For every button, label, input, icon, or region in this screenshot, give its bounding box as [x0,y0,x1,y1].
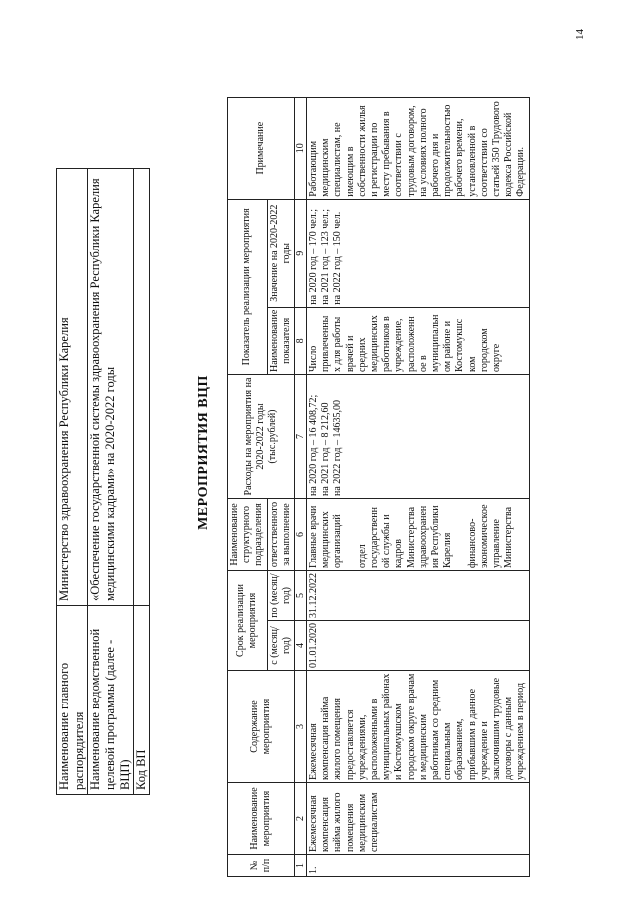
cell-line: Министерства [503,506,515,568]
cell-line: расположенными в [369,698,381,780]
col-header-indicator-name: Наименование показателя [267,307,294,374]
cell-line: компенсация [320,797,332,852]
cell-line: медицинским [320,138,332,197]
cell-line [345,501,357,568]
cell-line: и медицинским [417,714,429,780]
header-row-program [88,169,134,795]
cell-line: врачей и [344,335,356,372]
cell-line: специалистам [369,792,381,852]
cell-line: расположенн [405,316,417,372]
cell-line: средних [356,337,368,372]
cell-line: специальным [442,722,454,780]
cell-line: медицинских [320,511,332,568]
col-header-num: № п/п [228,855,295,877]
column-number: 1 [295,855,307,877]
cell-line: установленной в [466,125,478,197]
cell-line: образованием, [454,718,466,780]
cell-line: помещения [344,803,356,852]
row-indicator [307,307,530,374]
cell-line: управление [491,519,503,568]
cell-line: собственности жилья [356,105,368,197]
cell-line: ком [466,356,478,372]
cell-line: ом районе и [442,320,454,372]
cell-line: на условиях полного [417,108,429,197]
cell-line: кадров [393,539,405,568]
cell-line: на 2021 год – 123 чел.; [320,209,332,305]
header-label: Код ВП [134,606,150,795]
col-header-dept-resp: ответственного за выполнение [267,499,294,571]
cell-line: учреждение и [478,721,490,780]
column-number: 7 [295,375,307,499]
column-number: 5 [295,571,307,621]
row-values [307,199,530,307]
column-number: 9 [295,199,307,307]
cell-line: и регистрации по [369,122,381,197]
cell-line: заключившим трудовые [491,677,503,780]
cell-line: Число [308,345,320,372]
cell-line: трудовым договором, [405,105,417,197]
cell-line: городском округе врачам [405,673,417,780]
col-header-indicator: Показатель реализации мероприятия [228,199,268,374]
column-number: 4 [295,621,307,671]
column-number-row [295,97,307,876]
column-number: 6 [295,499,307,571]
program-header-table [56,168,150,795]
col-header-dept: Наименование структурного подразделения [228,499,268,571]
cell-line: жилого помещения [332,698,344,780]
row-note [307,97,530,199]
cell-line: Ежемесячная [308,723,320,780]
row-from: 01.01.2020 [307,621,530,671]
header-row-code [134,169,150,795]
col-header-to: по (месяц/год) [267,571,294,621]
cell-line: на 2022 год – 14635,00 [332,400,344,496]
cell-line: муниципальных районах [381,673,393,780]
header-value [134,169,150,606]
cell-line: Костомукшс [454,318,466,372]
cell-line: найма жилого [332,792,344,852]
row-to: 31.12.2022 [307,571,530,621]
cell-line: продолжительностью [442,104,454,197]
col-header-content: Содержание мероприятия [228,671,295,783]
cell-line: медицинским [356,793,368,852]
row-dept [307,499,530,571]
cell-line: имеющим в [344,146,356,197]
column-number: 2 [295,783,307,855]
cell-line: здравоохранен [417,505,429,568]
column-number: 3 [295,671,307,783]
cell-line: учреждением в период [515,682,527,780]
cell-line: городском [478,328,490,372]
cell-line: муниципальн [430,314,442,372]
page-title: МЕРОПРИЯТИЯ ВЦП [196,375,211,530]
cell-line: на 2020 год – 16 408,72; [308,394,320,496]
cell-line: соответствии с [393,133,405,197]
cell-line: прибывшим в данное [466,688,478,780]
column-number: 8 [295,307,307,374]
cell-line: Главные врачи [308,505,320,568]
cell-line: и Костомукшском [393,703,405,780]
cell-line: на 2021 год – 8 212,60 [320,402,332,496]
col-header-from: с (месяц/год) [267,621,294,671]
header-row-manager [57,169,88,795]
activities-table [227,97,530,877]
cell-line [454,501,466,568]
cell-line: на 2022 год – 150 чел. [332,211,344,305]
cell-line: ой службы и [381,514,393,568]
cell-line: учреждение, [393,318,405,372]
cell-line: Карелия [442,532,454,568]
page-number: 14 [574,29,586,40]
col-header-name: Наименование мероприятия [228,783,295,855]
col-header-note: Примечание [228,97,295,199]
cell-line: компенсация найма [320,696,332,780]
cell-line: организаций [332,514,344,568]
cell-line: соответствии со [478,128,490,197]
cell-line: ия Республики [430,505,442,568]
cell-line: кодекса Российской [503,112,515,197]
cell-line: рабочего дня и [430,133,442,197]
cell-line: статьей 350 Трудового [491,101,503,197]
header-value: Министерство здравоохранения Республики Карелия [57,169,88,606]
cell-line: рабочего времени, [454,118,466,197]
row-num: 1. [307,855,530,877]
header-value: «Обеспечение государственной системы здравоохранения Республики Карелия медицинскими кадрами» на 2020-2022 годы [88,169,134,606]
cell-line: привлеченны [320,315,332,372]
cell-line: работников в [381,316,393,372]
cell-line: специалистам, не [332,122,344,197]
col-header-term: Срок реализации мероприятия [228,571,268,671]
cell-line: ое в [417,355,429,372]
cell-line: Министерства [405,506,417,568]
row-expenses [307,375,530,499]
cell-line: предоставляется [344,709,356,780]
cell-line: медицинских [369,315,381,372]
cell-line: округе [491,343,503,372]
cell-line: Работающим [308,140,320,197]
header-label: Наименование главного распорядителя [57,606,88,795]
row-content [307,671,530,783]
row-name [307,783,530,855]
header-label: Наименование ведомственной целевой программы (далее - ВЦП) [88,606,134,795]
table-row [307,97,530,876]
cell-line: Ежемесячная [308,795,320,852]
col-header-expenses: Расходы на мероприятия на 2020-2022 годы (тыс.рублей) [228,375,295,499]
column-number: 10 [295,97,307,199]
cell-line: учреждениями, [356,714,368,780]
col-header-indicator-value: Значение на 2020-2022 годы [267,199,294,307]
cell-line: отдел [356,544,368,568]
cell-line: работникам со средним [430,679,442,780]
cell-line: на 2020 год – 170 чел.; [308,209,320,305]
cell-line: месту пребывания в [381,111,393,197]
cell-line: государственн [369,507,381,568]
cell-line: х для работы [332,316,344,372]
cell-line: финансово- [466,518,478,568]
cell-line: Федерации. [515,146,527,197]
cell-line: договоры с данным [503,696,515,780]
cell-line: экономическое [478,504,490,568]
